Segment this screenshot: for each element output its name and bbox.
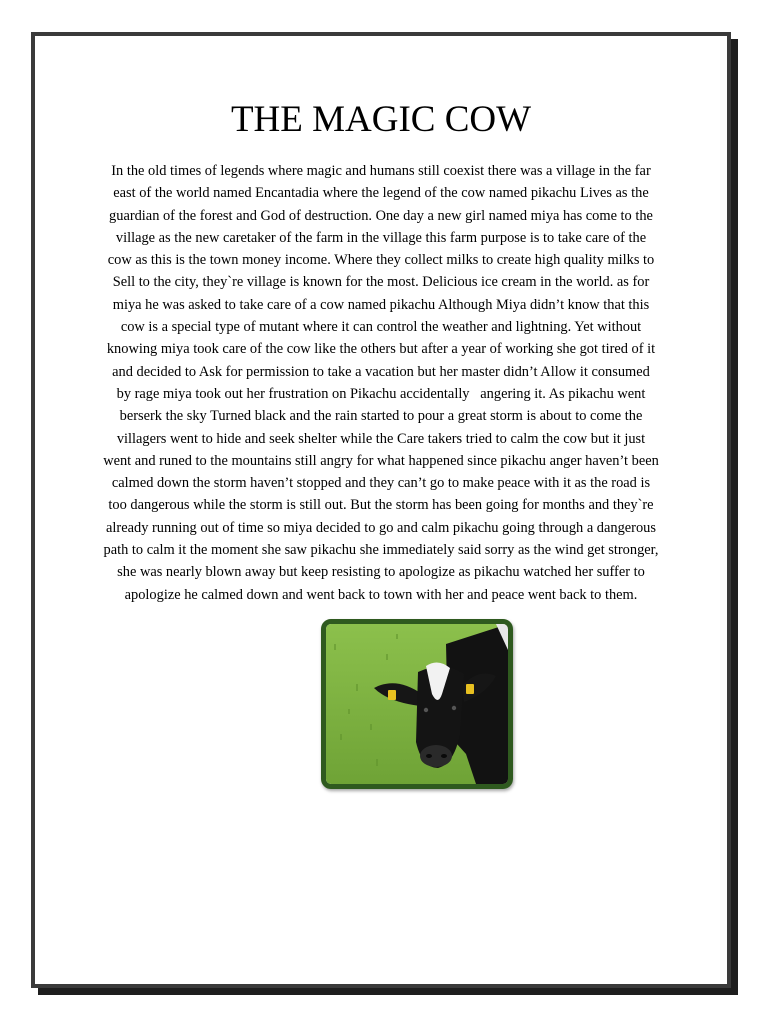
story-line: guardian of the forest and God of destruction. One day a new girl named miya has come to the [109,207,653,224]
story-line: cow is a special type of mutant where it can control the weather and lightning. Yet without [120,319,642,336]
story-line: by rage miya took out her frustration on Pikachu accidentally angering it. As pikachu went [116,385,646,402]
story-line: path to calm it the moment she saw pikachu she immediately said sorry as the wind get stronger, [103,542,659,559]
story-line: Sell to the city, they`re village is known for the most. Delicious ice cream in the world. as for [112,274,650,291]
story-line: already running out of time so miya decided to go and calm pikachu going through a dangerous [106,519,656,536]
story-line: knowing miya took care of the cow like the others but after a year of working she got tired of it [106,341,656,358]
story-line: calmed down the storm haven’t stopped and they can’t go to make peace with it as the road is [111,475,651,492]
document-title: THE MAGIC COW [230,99,532,140]
story-line: villagers went to hide and seek shelter while the Care takers tried to calm the cow but it just [116,430,646,447]
story-line: east of the world named Encantadia where the legend of the cow named pikachu Lives as the [113,185,649,202]
story-line: went and runed to the mountains still angry for what happened since pikachu anger haven’t been [103,452,659,469]
story-line: and decided to Ask for permission to take a vacation but her master didn’t Allow it consumed [112,363,650,380]
story-line: she was nearly blown away but keep resisting to apologize as pikachu watched her suffer to [117,564,645,581]
cow-muzzle [420,745,452,767]
story-line: berserk the sky Turned black and the rain started to pour a great storm is about to come the [119,408,643,425]
document-page [31,32,731,988]
story-line: village as the new caretaker of the farm in the village this farm purpose is to take care of the [115,229,647,246]
cow-photo [321,619,513,789]
story-line: cow as this is the town money income. Where they collect milks to create high quality milks to [107,252,655,269]
story-line: miya he was asked to take care of a cow named pikachu Although Miya didn’t know that this [112,296,650,313]
story-line: too dangerous while the storm is still out. But the storm has been going for months and they`re [108,497,654,514]
cow-image [326,624,508,784]
story-paragraph [83,160,679,606]
story-line: apologize he calmed down and went back to town with her and peace went back to them. [124,586,638,603]
story-line: In the old times of legends where magic and humans still coexist there was a village in the far [111,163,651,179]
